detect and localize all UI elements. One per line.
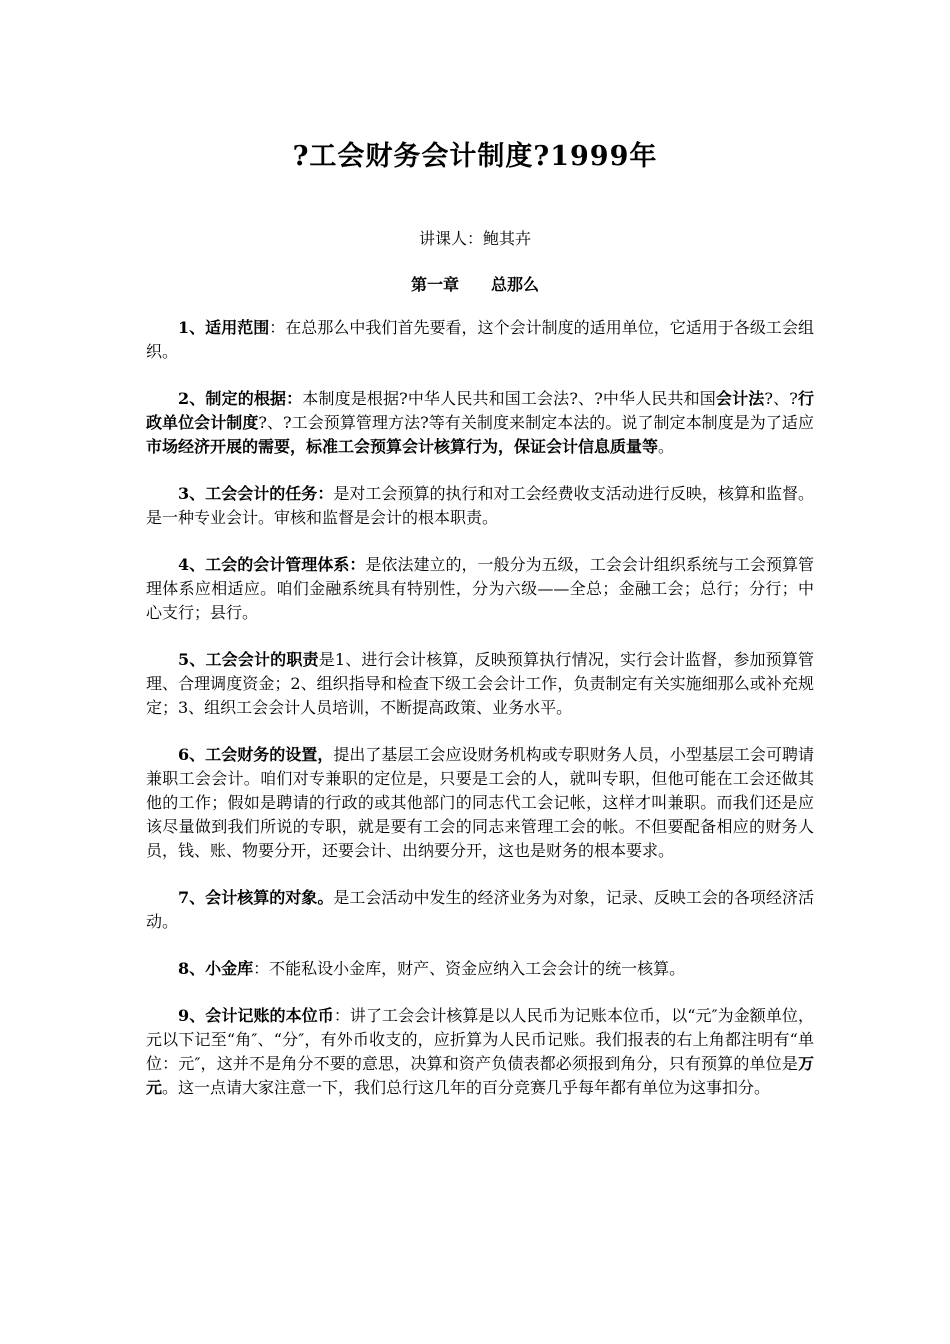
bold-run: 万元 — [146, 1054, 814, 1097]
document-title: ?工会财务会计制度?1999年 — [292, 141, 658, 172]
chapter-heading: 第一章 总那么 — [410, 275, 539, 294]
text-run: 。 — [658, 437, 675, 456]
text-run: 提出了基层工会应设财务机构或专职财务人员，小型基层工会可聘请兼职工会会计。咱们对专兼职的定位是，只要是工会的人，就叫专职，但他可能在工会还做其他的工作；假如是聘请的行政的或其他部门的同志代工会记帐，这样才叫兼职。而我们还是应该尽量做到我们所说的专职，就是要有工会的同志来管理工会的帐。不但要配备相应的财务人员，钱、账、物要分开，还要会计、出纳要分开，这也是财务的根本要求。 — [146, 745, 814, 860]
bold-run: 行政单位会计制度 — [146, 389, 814, 432]
paragraph-4 — [146, 553, 814, 625]
paragraph-8 — [146, 957, 814, 981]
text-run: 。这一点请大家注意一下，我们总行这几年的百分竞赛几乎每年都有单位为这事扣分。 — [162, 1078, 771, 1097]
text-run: ：不能私设小金库，财产、资金应纳入工会会计的统一核算。 — [253, 959, 686, 978]
paragraph-3 — [146, 482, 814, 530]
bold-run: 1、适用范围 — [178, 318, 270, 337]
bold-run: 6、工会财务的设置， — [178, 745, 334, 764]
lecturer-line: 讲课人：鲍其卉 — [418, 229, 531, 248]
text-run: 是1、进行会计核算，反映预算执行情况，实行会计监督，参加预算管理、合理调度资金；2、组织指导和检查下级工会会计工作，负责制定有关实施细那么或补充规定；3、组织工会会计人员培训，不断提高政策、业务水平。 — [146, 650, 815, 717]
text-run: 是依法建立的，一般分为五级，工会会计组织系统与工会预算管理体系应相适应。咱们金融系统具有特别性，分为六级——全总；金融工会；总行；分行；中心支行；县行。 — [146, 555, 814, 622]
paragraph-5 — [146, 648, 814, 720]
paragraph-1 — [146, 316, 814, 364]
text-run: ：在总那么中我们首先要看，这个会计制度的适用单位，它适用于各级工会组织。 — [146, 318, 814, 361]
text-run: ?、?工会预算管理方法?等有关制度来制定本法的。说了制定本制度是为了适应 — [258, 413, 814, 432]
bold-run: 4、工会的会计管理体系： — [178, 555, 366, 574]
bold-run: 9、会计记账的本位币 — [178, 1006, 334, 1025]
paragraph-7 — [146, 886, 814, 934]
bold-run: 市场经济开展的需要，标准工会预算会计核算行为，保证会计信息质量等 — [146, 437, 659, 456]
bold-run: 5、工会会计的职责 — [178, 650, 319, 669]
text-run: 是工会活动中发生的经济业务为对象，记录、反映工会的各项经济活动。 — [146, 888, 814, 931]
paragraph-6 — [146, 743, 814, 863]
bold-run: 7、会计核算的对象。 — [178, 888, 334, 907]
paragraph-9 — [146, 1004, 814, 1100]
text-run: 是对工会预算的执行和对工会经费收支活动进行反映，核算和监督。是一种专业会计。审核和监督是会计的根本职责。 — [146, 484, 814, 527]
bold-run: 会计法 — [715, 389, 765, 408]
bold-run: 3、工会会计的任务： — [178, 484, 334, 503]
bold-run: 8、小金库 — [178, 959, 254, 978]
text-run: ?、? — [764, 389, 798, 408]
text-run: 本制度是根据?中华人民共和国工会法?、?中华人民共和国 — [302, 389, 716, 408]
paragraph-2 — [146, 387, 814, 459]
document-body — [146, 316, 814, 1123]
text-run: ：讲了工会会计核算是以人民币为记账本位币，以“元″为金额单位，元以下记至“角″、“分″，有外币收支的，应折算为人民币记账。我们报表的右上角都注明有“单位：元″，这并不是角分不要的意思，决算和资产负债表都必须报到角分，只有预算的单位是 — [146, 1006, 814, 1073]
bold-run: 2、制定的根据： — [178, 389, 303, 408]
